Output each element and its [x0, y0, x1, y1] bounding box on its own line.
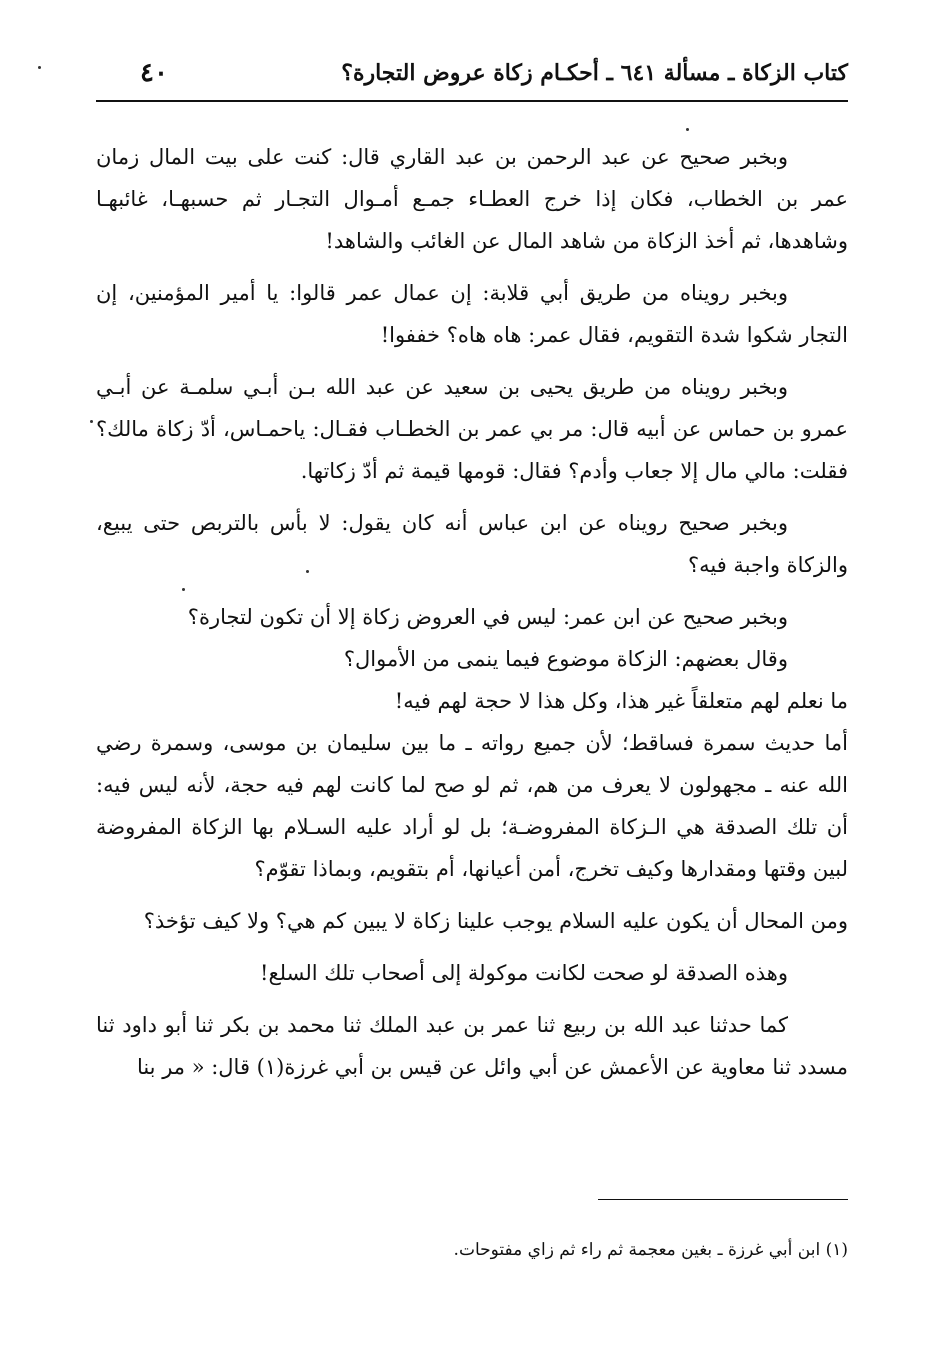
footnote-rule	[598, 1199, 848, 1200]
print-speck	[182, 588, 185, 591]
paragraph: وبخبر رويناه من طريق يحيى بن سعيد عن عبد الله بـن أبـي سلمـة عن أبـي عمرو بن حماس عن أبيه قال: مر بي عمر بن الخطـاب فقـال: ياحمـاس، أدّ زكاة مالك؟ فقلت: مالي مال إلا جعاب وأدم؟ فقال: قومها قيمة ثم أدّ زكاتها.	[96, 375, 848, 483]
print-speck	[90, 420, 93, 423]
paragraph: أما حديث سمرة فساقط؛ لأن جميع رواته ـ ما بين سليمان بن موسى، وسمرة رضي الله عنه ـ مجهولون لا يعرف من هم، ثم لو صح لما كانت لهم فيه حجة، لأنه ليس فيه: أن تلك الصدقة هي الـزكاة المفروضـة؛ بل لو أراد عليه السـلام بها الزكاة المفروضة لبين وقتها ومقدارها وكيف تخرج، أمن أعيانها، أم بتقويم، وبماذا تقوّم؟	[96, 731, 848, 881]
page-number: ٤٠	[140, 58, 168, 88]
print-speck	[306, 570, 309, 573]
paragraph: وبخبر رويناه من طريق أبي قلابة: إن عمال عمر قالوا: يا أمير المؤمنين، إن التجار شكوا شدة التقويم، فقال عمر: هاه هاه؟ خففوا!	[96, 281, 848, 347]
paragraph: وهذه الصدقة لو صحت لكانت موكولة إلى أصحاب تلك السلع!	[260, 961, 788, 985]
body-text	[96, 136, 848, 1098]
print-speck	[38, 66, 41, 69]
paragraph: وبخبر صحيح رويناه عن ابن عباس أنه كان يقول: لا بأس بالتربص حتى يبيع، والزكاة واجبة فيه؟	[96, 511, 848, 577]
running-title: كتاب الزكاة ـ مسألة ٦٤١ ـ أحكـام زكاة عروض التجارة؟	[341, 60, 848, 86]
paragraph: وبخبر صحيح عن ابن عمر: ليس في العروض زكاة إلا أن تكون لتجارة؟	[187, 605, 788, 629]
page-header	[96, 58, 848, 98]
paragraph: وقال بعضهم: الزكاة موضوع فيما ينمى من الأموال؟	[343, 647, 788, 671]
paragraph: كما حدثنا عبد الله بن ربيع ثنا عمر بن عبد الملك ثنا محمد بن بكر ثنا أبو داود ثنا مسدد ثنا معاوية عن الأعمش عن أبي وائل عن قيس بن أبي غرزة(١) قال: « مر بنا	[96, 1013, 848, 1079]
header-rule	[96, 100, 848, 102]
paragraph: وبخبر صحيح عن عبد الرحمن بن عبد القاري قال: كنت على بيت المال زمان عمر بن الخطاب، فكان إذا خرج العطـاء جمـع أمـوال التجـار ثم حسبهـا، غائبهـا وشاهدها، ثم أخذ الزكاة من شاهد المال عن الغائب والشاهد!	[96, 145, 848, 253]
footnote: (١) ابن أبي غرزة ـ بغين معجمة ثم راء ثم زاي مفتوحات.	[453, 1240, 848, 1260]
paragraph: ومن المحال أن يكون عليه السلام يوجب علينا زكاة لا يبين كم هي؟ ولا كيف تؤخذ؟	[143, 909, 848, 933]
paragraph: ما نعلم لهم متعلقاً غير هذا، وكل هذا لا حجة لهم فيه!	[394, 689, 848, 713]
print-speck	[686, 128, 689, 131]
